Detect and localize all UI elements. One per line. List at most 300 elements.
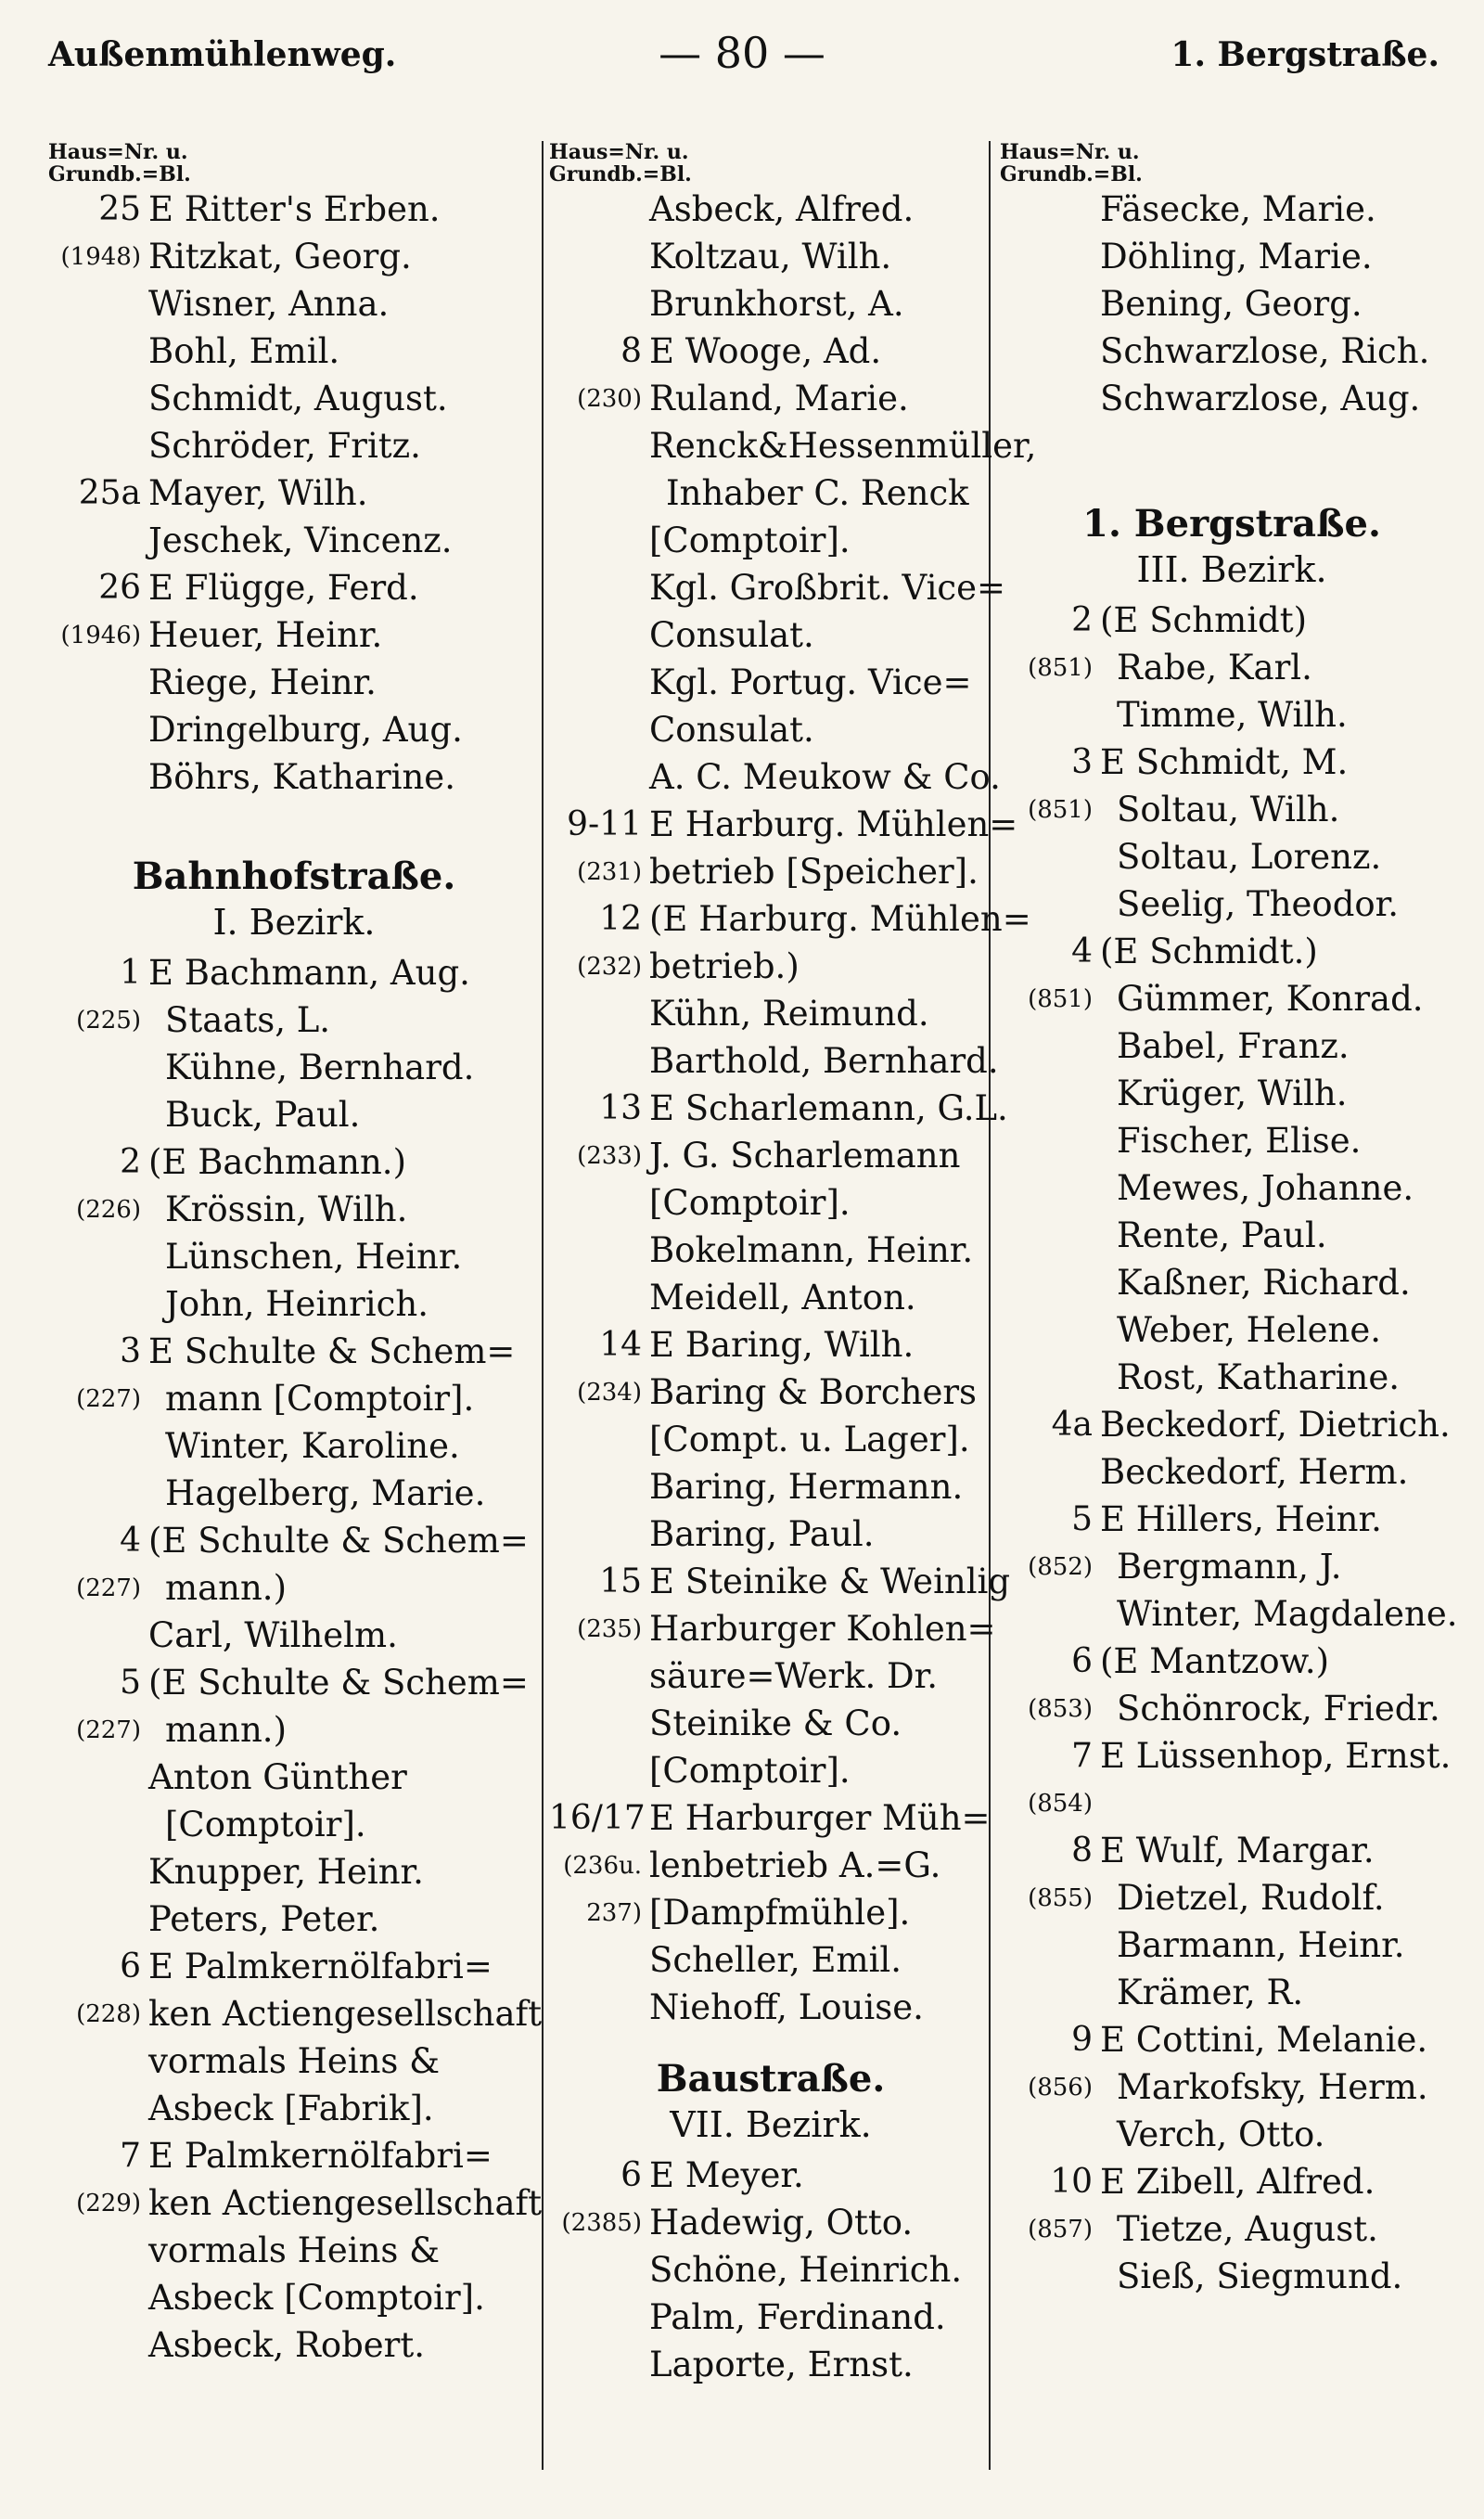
house-number: (855): [1028, 1883, 1093, 1912]
entry-text: Inhaber C. Renck: [666, 473, 969, 513]
house-number: 9: [1071, 2021, 1093, 2059]
entry-line: [1000, 644, 1464, 691]
entry-line: [48, 1091, 540, 1138]
house-number: (225): [76, 1006, 141, 1035]
entry-line: [1000, 1638, 1464, 1685]
entry-text: E Wulf, Margar.: [1100, 1831, 1375, 1870]
entry-text: Kühn, Reimund.: [649, 994, 929, 1034]
house-number: 6: [620, 2156, 642, 2194]
entry-text: Mayer, Wilh.: [148, 473, 368, 513]
house-number: 3: [120, 1332, 141, 1370]
entry-text: Döhling, Marie.: [1100, 237, 1373, 276]
entry-line: [549, 422, 1037, 469]
entry-line: [48, 1375, 540, 1422]
entry-line: [48, 186, 540, 233]
entry-text: Laporte, Ernst.: [649, 2345, 914, 2384]
column-1: [48, 140, 543, 2369]
entry-line: [48, 564, 540, 611]
entry-text: Jeschek, Vincenz.: [148, 521, 453, 560]
entry-text: Anton Günther: [148, 1757, 407, 1797]
entry-line: [549, 1889, 992, 1936]
entry-line: [48, 2037, 540, 2085]
entry-text: Scheller, Emil.: [649, 1940, 902, 1980]
entry-line: [549, 848, 992, 895]
entry-text: Peters, Peter.: [148, 1899, 380, 1939]
house-number: (851): [1028, 984, 1093, 1013]
house-number: 5: [120, 1664, 141, 1702]
entry-line: [1000, 1212, 1464, 1259]
entry-line: [1000, 1732, 1464, 1780]
house-number: (231): [577, 857, 642, 886]
entry-text: Barthold, Bernhard.: [649, 1041, 999, 1081]
entry-text: ken Actiengesellschaft: [148, 1994, 543, 2034]
entry-line: [1000, 1543, 1464, 1590]
entry-line: [48, 1186, 540, 1233]
house-number: (854): [1028, 1789, 1093, 1818]
entry-text: Schröder, Fritz.: [148, 426, 421, 466]
entry-text: Rabe, Karl.: [1117, 648, 1312, 688]
house-number: (227): [76, 1716, 141, 1744]
column-header: Haus=Nr. u. Grundb.=Bl.: [549, 140, 692, 186]
entry-text: E Steinike & Weinlig: [649, 1562, 1011, 1601]
entry-text: E Zibell, Alfred.: [1100, 2162, 1375, 2202]
entry-line: [48, 1659, 540, 1706]
entry-text: Fischer, Elise.: [1117, 1121, 1362, 1161]
entry-text: Knupper, Heinr.: [148, 1852, 424, 1892]
entry-text: lenbetrieb A.=G.: [649, 1845, 941, 1885]
entry-text: Consulat.: [649, 615, 814, 655]
entry-text: Steinike & Co.: [649, 1703, 902, 1743]
entry-text: Dringelburg, Aug.: [148, 710, 463, 750]
entry-text: Bohl, Emil.: [148, 331, 340, 371]
entry-line: [1000, 786, 1464, 833]
house-number: 3: [1071, 743, 1093, 781]
entry-text: Asbeck [Fabrik].: [148, 2088, 434, 2128]
entry-line: [549, 1984, 992, 2031]
entry-text: vormals Heins &: [148, 2041, 441, 2081]
entry-line: [549, 611, 992, 659]
entry-line: [48, 2321, 540, 2369]
entry-text: Beckedorf, Dietrich.: [1100, 1405, 1451, 1445]
entry-line: [549, 375, 992, 422]
entry-text: Koltzau, Wilh.: [649, 237, 892, 276]
entry-line: [549, 1085, 1008, 1132]
entry-text: E Scharlemann, G.L.: [649, 1088, 1008, 1128]
entry-text: Schönrock, Friedr.: [1117, 1689, 1440, 1729]
entry-line: [48, 2227, 540, 2274]
entry-text: E Harburger Müh=: [649, 1798, 991, 1838]
district-heading: VII. Bezirk.: [670, 2104, 872, 2145]
entry-line: [549, 233, 992, 280]
entry-line: [1000, 328, 1464, 375]
district-heading: III. Bezirk.: [1136, 549, 1327, 590]
entry-text: Kaßner, Richard.: [1117, 1263, 1411, 1303]
entry-line: [1000, 1070, 1464, 1117]
entry-line: [1000, 1306, 1464, 1354]
house-number: (226): [76, 1195, 141, 1224]
house-number: 7: [120, 2137, 141, 2175]
entry-line: [48, 1754, 540, 1801]
house-number: (235): [577, 1614, 642, 1643]
entry-line: [1000, 2016, 1464, 2063]
house-number: 2: [120, 1143, 141, 1181]
entry-text: Baring, Paul.: [649, 1514, 875, 1554]
entry-text: mann.): [165, 1710, 287, 1750]
entry-text: Consulat.: [649, 710, 814, 750]
entry-text: Verch, Otto.: [1117, 2114, 1325, 2154]
entry-text: Seelig, Theodor.: [1117, 884, 1400, 924]
entry-line: [48, 2085, 540, 2132]
entry-line: [1000, 1022, 1464, 1070]
entry-text: betrieb.): [649, 946, 800, 986]
column-3: [1000, 141, 1464, 2300]
entry-text: E Meyer.: [649, 2155, 804, 2195]
house-number: (1948): [60, 242, 141, 271]
entry-text: E Baring, Wilh.: [649, 1325, 915, 1365]
entry-text: Barmann, Heinr.: [1117, 1925, 1405, 1965]
entry-line: [48, 1280, 540, 1328]
entry-line: [549, 1842, 992, 1889]
entry-text: [Comptoir].: [649, 1183, 851, 1223]
entry-text: [Dampfmühle].: [649, 1893, 911, 1933]
street-heading: 1. Bergstraße.: [1082, 502, 1381, 546]
entry-line: [549, 1747, 992, 1794]
house-number: (228): [76, 1999, 141, 2028]
entry-text: [Compt. u. Lager].: [649, 1420, 970, 1459]
entry-line: [549, 706, 992, 753]
entry-line: [1000, 975, 1464, 1022]
entry-text: mann [Comptoir].: [165, 1379, 475, 1419]
entry-text: Wisner, Anna.: [148, 284, 390, 324]
entry-line: [1000, 1827, 1464, 1874]
entry-text: Fäsecke, Marie.: [1100, 189, 1376, 229]
entry-line: [1000, 1164, 1464, 1212]
entry-text: Harburger Kohlen=: [649, 1609, 996, 1649]
entry-text: mann.): [165, 1568, 287, 1608]
entry-line: [549, 1132, 992, 1179]
entry-text: Baring & Borchers: [649, 1372, 978, 1412]
house-number: 2: [1071, 601, 1093, 639]
house-number: (856): [1028, 2073, 1093, 2101]
entry-line: [48, 1848, 540, 1896]
street-heading: Baustraße.: [656, 2057, 886, 2101]
entry-line: [48, 1706, 540, 1754]
house-number: 8: [1071, 1831, 1093, 1870]
entry-text: (E Schulte & Schem=: [148, 1663, 529, 1703]
house-number: (851): [1028, 795, 1093, 824]
page-number: — 80 —: [659, 28, 825, 78]
house-number: 4: [120, 1522, 141, 1560]
entry-line: [48, 1943, 540, 1990]
entry-line: [1000, 1496, 1464, 1543]
house-number: (236u.: [563, 1851, 642, 1880]
entry-line: [1000, 280, 1464, 328]
entry-line: [1000, 1969, 1464, 2016]
entry-line: [549, 186, 992, 233]
entry-text: Kgl. Portug. Vice=: [649, 662, 972, 702]
entry-line: [549, 943, 992, 990]
entry-line: [549, 1652, 992, 1700]
house-number: (852): [1028, 1552, 1093, 1581]
entry-line: [48, 469, 540, 517]
entry-line: [549, 1510, 992, 1558]
entry-line: [549, 2152, 992, 2199]
entry-line: [48, 233, 540, 280]
column-header: Haus=Nr. u. Grundb.=Bl.: [1000, 140, 1143, 186]
entry-text: E Lüssenhop, Ernst.: [1100, 1736, 1452, 1776]
entry-text: betrieb [Speicher].: [649, 852, 979, 892]
entry-line: [549, 564, 1006, 611]
house-number: 4a: [1051, 1406, 1093, 1444]
entry-text: Riege, Heinr.: [148, 662, 377, 702]
house-number: 9-11: [567, 805, 642, 843]
entry-line: [48, 280, 540, 328]
entry-line: [1000, 1259, 1464, 1306]
entry-line: [48, 659, 540, 706]
entry-line: [48, 1801, 540, 1848]
entry-line: [48, 611, 540, 659]
entry-line: [48, 1044, 540, 1091]
house-number: 1: [120, 954, 141, 992]
entry-text: Ruland, Marie.: [649, 379, 909, 418]
entry-line: [48, 1422, 540, 1470]
entry-line: [1000, 2111, 1464, 2158]
house-number: 12: [599, 900, 642, 938]
entry-line: [1000, 597, 1464, 644]
entry-text: Buck, Paul.: [165, 1095, 361, 1135]
entry-line: [549, 1037, 999, 1085]
entry-line: [48, 2179, 543, 2227]
entry-line: [549, 1179, 992, 1227]
house-number: 10: [1050, 2163, 1093, 2201]
entry-line: [549, 1416, 992, 1463]
entry-line: [549, 990, 992, 1037]
column-header: Haus=Nr. u. Grundb.=Bl.: [48, 140, 191, 186]
entry-line: [549, 895, 1031, 943]
entry-line: [1000, 928, 1464, 975]
entry-line: [549, 469, 992, 517]
entry-line: [48, 996, 540, 1044]
entry-text: E Wooge, Ad.: [649, 331, 882, 371]
entry-line: [549, 1558, 1011, 1605]
entry-line: [549, 1936, 992, 1984]
entry-line: [1000, 833, 1464, 880]
house-number: (227): [76, 1384, 141, 1413]
entry-line: [549, 659, 992, 706]
house-number: 16/17: [549, 1799, 646, 1837]
entry-text: Krämer, R.: [1117, 1973, 1304, 2012]
house-number: (232): [577, 952, 642, 981]
entry-text: Soltau, Lorenz.: [1117, 837, 1382, 877]
entry-text: Rente, Paul.: [1117, 1215, 1327, 1255]
entry-text: Sieß, Siegmund.: [1117, 2256, 1403, 2296]
entry-text: E Bachmann, Aug.: [148, 953, 470, 993]
entry-text: E Schmidt, M.: [1100, 742, 1349, 782]
entry-text: A. C. Meukow & Co.: [649, 757, 1001, 797]
entry-text: Babel, Franz.: [1117, 1026, 1350, 1066]
entry-line: [1000, 691, 1464, 739]
entry-line: [549, 2246, 992, 2294]
entry-line: [549, 1605, 996, 1652]
entry-line: [48, 753, 540, 801]
entry-line: [549, 753, 1001, 801]
entry-line: [549, 1463, 992, 1510]
entry-line: [1000, 1921, 1464, 1969]
entry-line: [1000, 1780, 1464, 1827]
entry-line: [48, 1328, 540, 1375]
entry-text: E Palmkernölfabri=: [148, 2136, 493, 2176]
entry-text: Weber, Helene.: [1117, 1310, 1382, 1350]
entry-line: [48, 949, 540, 996]
entry-line: [549, 517, 992, 564]
entry-text: Bokelmann, Heinr.: [649, 1230, 974, 1270]
entry-line: [549, 328, 992, 375]
entry-text: Timme, Wilh.: [1117, 695, 1348, 735]
house-number: 7: [1071, 1737, 1093, 1775]
entry-line: [1000, 186, 1464, 233]
entry-line: [549, 2199, 992, 2246]
entry-text: John, Heinrich.: [165, 1284, 429, 1324]
entry-text: [Comptoir].: [165, 1805, 366, 1844]
entry-line: [48, 328, 540, 375]
entry-line: [1000, 1448, 1464, 1496]
house-number: (234): [577, 1378, 642, 1407]
entry-text: (E Bachmann.): [148, 1142, 407, 1182]
entry-line: [1000, 375, 1464, 422]
entry-line: [549, 1227, 992, 1274]
house-number: 26: [98, 569, 141, 607]
entry-text: säure=Werk. Dr.: [649, 1656, 939, 1696]
entry-line: [48, 422, 540, 469]
entry-text: Winter, Karoline.: [165, 1426, 460, 1466]
entry-text: Rost, Katharine.: [1117, 1357, 1400, 1397]
entry-text: E Flügge, Ferd.: [148, 568, 419, 608]
entry-text: (E Schmidt.): [1100, 932, 1318, 971]
house-number: (230): [577, 384, 642, 413]
entry-line: [549, 280, 992, 328]
entry-line: [48, 1517, 540, 1564]
house-number: (853): [1028, 1694, 1093, 1723]
entry-text: Baring, Hermann.: [649, 1467, 964, 1507]
entry-text: Böhrs, Katharine.: [148, 757, 455, 797]
entry-text: E Hillers, Heinr.: [1100, 1499, 1382, 1539]
entry-text: Hagelberg, Marie.: [165, 1473, 486, 1513]
entry-line: [1000, 2158, 1464, 2205]
entry-line: [48, 1470, 540, 1517]
entry-line: [1000, 1590, 1464, 1638]
entry-text: Schmidt, August.: [148, 379, 448, 418]
entry-line: [549, 2294, 992, 2341]
entry-text: Mewes, Johanne.: [1117, 1168, 1414, 1208]
entry-text: Schwarzlose, Aug.: [1100, 379, 1421, 418]
running-head-left: Außenmühlenweg.: [48, 35, 397, 74]
entry-text: Staats, L.: [165, 1000, 331, 1040]
entry-text: E Cottini, Melanie.: [1100, 2020, 1428, 2060]
house-number: 25a: [78, 474, 141, 512]
entry-text: [Comptoir].: [649, 521, 851, 560]
running-head-right: 1. Bergstraße.: [1171, 35, 1439, 74]
entry-text: E Palmkernölfabri=: [148, 1947, 493, 1986]
entry-line: [1000, 1874, 1464, 1921]
entry-line: [1000, 2253, 1464, 2300]
house-number: 13: [599, 1089, 642, 1127]
house-number: 6: [120, 1947, 141, 1986]
entry-line: [48, 1896, 540, 1943]
entry-line: [549, 1700, 992, 1747]
entry-text: E Schulte & Schem=: [148, 1331, 516, 1371]
house-number: 8: [620, 332, 642, 370]
entry-text: Bergmann, J.: [1117, 1547, 1342, 1587]
entry-line: [48, 1612, 540, 1659]
entry-text: Carl, Wilhelm.: [148, 1615, 398, 1655]
entry-text: Asbeck, Robert.: [148, 2325, 425, 2365]
entry-text: (E Harburg. Mühlen=: [649, 899, 1031, 939]
entry-text: Heuer, Heinr.: [148, 615, 383, 655]
entry-text: Kgl. Großbrit. Vice=: [649, 568, 1006, 608]
entry-line: [48, 1138, 540, 1186]
entry-text: E Harburg. Mühlen=: [649, 804, 1018, 844]
entry-line: [549, 1369, 992, 1416]
entry-text: Niehoff, Louise.: [649, 1987, 924, 2027]
entry-line: [1000, 880, 1464, 928]
house-number: 237): [586, 1898, 642, 1927]
entry-line: [549, 1321, 992, 1369]
entry-line: [1000, 1401, 1464, 1448]
entry-text: vormals Heins &: [148, 2230, 441, 2270]
entry-text: Krössin, Wilh.: [165, 1189, 408, 1229]
entry-text: Meidell, Anton.: [649, 1278, 916, 1317]
entry-text: Schwarzlose, Rich.: [1100, 331, 1430, 371]
house-number: (851): [1028, 653, 1093, 682]
entry-text: [Comptoir].: [649, 1751, 851, 1791]
entry-text: Krüger, Wilh.: [1117, 1073, 1348, 1113]
entry-line: [1000, 2063, 1464, 2111]
entry-line: [48, 375, 540, 422]
entry-text: Schöne, Heinrich.: [649, 2250, 963, 2290]
house-number: (233): [577, 1141, 642, 1170]
entry-text: Dietzel, Rudolf.: [1117, 1878, 1385, 1918]
entry-line: [1000, 1685, 1464, 1732]
entry-text: (E Schmidt): [1100, 600, 1308, 640]
entry-text: Lünschen, Heinr.: [165, 1237, 463, 1277]
entry-line: [48, 706, 540, 753]
entry-text: E Ritter's Erben.: [148, 189, 441, 229]
entry-text: Brunkhorst, A.: [649, 284, 904, 324]
entry-text: J. G. Scharlemann: [649, 1136, 961, 1176]
house-number: (857): [1028, 2215, 1093, 2243]
entry-line: [549, 1794, 992, 1842]
entry-text: Renck&Hessenmüller,: [649, 426, 1037, 466]
entry-line: [1000, 1354, 1464, 1401]
house-number: 6: [1071, 1642, 1093, 1680]
house-number: 5: [1071, 1500, 1093, 1538]
entry-text: Winter, Magdalene.: [1117, 1594, 1458, 1634]
entry-line: [48, 1233, 540, 1280]
entry-text: Tietze, August.: [1117, 2209, 1378, 2249]
entry-line: [1000, 1117, 1464, 1164]
entry-text: Asbeck [Comptoir].: [148, 2278, 485, 2318]
house-number: 25: [98, 190, 141, 228]
entry-line: [1000, 233, 1464, 280]
district-heading: I. Bezirk.: [212, 902, 376, 943]
entry-line: [48, 517, 540, 564]
entry-text: Bening, Georg.: [1100, 284, 1362, 324]
entry-line: [549, 801, 1018, 848]
entry-line: [549, 1274, 992, 1321]
entry-line: [1000, 2205, 1464, 2253]
entry-text: Kühne, Bernhard.: [165, 1047, 475, 1087]
entry-text: Asbeck, Alfred.: [649, 189, 915, 229]
